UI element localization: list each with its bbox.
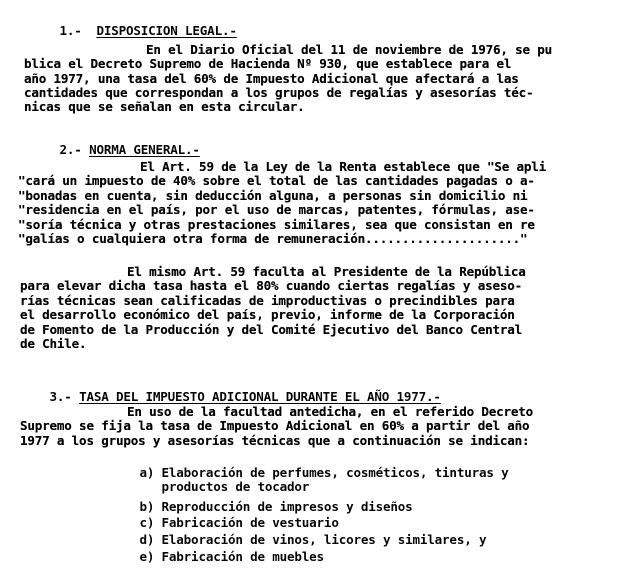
section-2-para1-line: "soría técnica y otras prestaciones similares, sea que consistan en re	[18, 217, 535, 232]
section-3-line: En uso de la facultad antedicha, en el referido Decreto	[127, 404, 534, 419]
section-2-para1-line: "residencia en el país, por el uso de marcas, patentes, fórmulas, ase-	[18, 202, 535, 217]
list-item-text: productos de tocador	[161, 479, 310, 494]
list-marker: b)	[139, 499, 155, 514]
section-2-number: 2.-	[59, 142, 82, 157]
section-2-para1-line: "galías o cualquiera otra forma de remuneración....................."	[18, 231, 528, 246]
section-2-para2-line: para elevar dicha tasa hasta el 80% cuando ciertas regalías y aseso-	[20, 278, 522, 293]
section-2-para1-line: "bonadas en cuenta, sin deducción alguna, a personas sin domicilio ni	[18, 188, 528, 203]
list-item-e	[110, 536, 324, 578]
section-3-line: 1977 a los grupos y asesorías técnicas que a continuación se indican:	[20, 433, 530, 448]
section-2-para2-line: de Fomento de la Producción y del Comité Ejecutivo del Banco Central	[20, 322, 522, 337]
section-1-number: 1.-	[59, 23, 82, 38]
section-1-line: cantidades que correspondan a los grupos de regalías y asesorías téc-	[24, 85, 534, 100]
list-item-text: Reproducción de impresos y diseños	[161, 499, 413, 514]
list-item-text: Fabricación de muebles	[161, 549, 324, 564]
section-2-title: NORMA GENERAL.-	[89, 142, 200, 157]
section-1-line: año 1977, una tasa del 60% de Impuesto Adicional que afectará a las	[24, 71, 519, 86]
section-3-line: Supremo se fija la tasa de Impuesto Adicional en 60% a partir del año	[20, 418, 530, 433]
section-1-title: DISPOSICION LEGAL.-	[96, 23, 237, 38]
list-item-text: Elaboración de vinos, licores y similares, y	[161, 532, 487, 547]
section-3-title: TASA DEL IMPUESTO ADICIONAL DURANTE EL AÑO 1977.-	[79, 389, 441, 404]
list-marker: a)	[139, 465, 155, 480]
section-2-para2-line: rías técnicas sean calificadas de improductivas o precindibles para	[20, 293, 515, 308]
section-2-para2-line: de Chile.	[20, 336, 87, 351]
section-2-para1-line: "cará un impuesto de 40% sobre el total de las cantidades pagadas o a-	[18, 173, 535, 188]
section-1-line: nicas que se señalan en esta circular.	[24, 99, 305, 114]
list-item-text: Fabricación de vestuario	[161, 515, 339, 530]
section-1-line: blica el Decreto Supremo de Hacienda Nº 930, que establece para el	[24, 56, 512, 71]
section-3-number: 3.-	[49, 389, 72, 404]
list-marker: e)	[139, 549, 155, 564]
list-marker: c)	[139, 515, 155, 530]
section-1-line: En el Diario Oficial del 11 de noviembre de 1976, se pu	[146, 42, 553, 57]
list-marker: d)	[139, 532, 155, 547]
section-2-para2-line: el desarrollo económico del país, previo, informe de la Corporación	[20, 307, 515, 322]
section-2-para2-line: El mismo Art. 59 faculta al Presidente de la República	[127, 264, 526, 279]
section-2-para1-line: El Art. 59 de la Ley de la Renta establece que "Se apli	[140, 159, 547, 174]
list-item-text: Elaboración de perfumes, cosméticos, tinturas y	[161, 465, 509, 480]
